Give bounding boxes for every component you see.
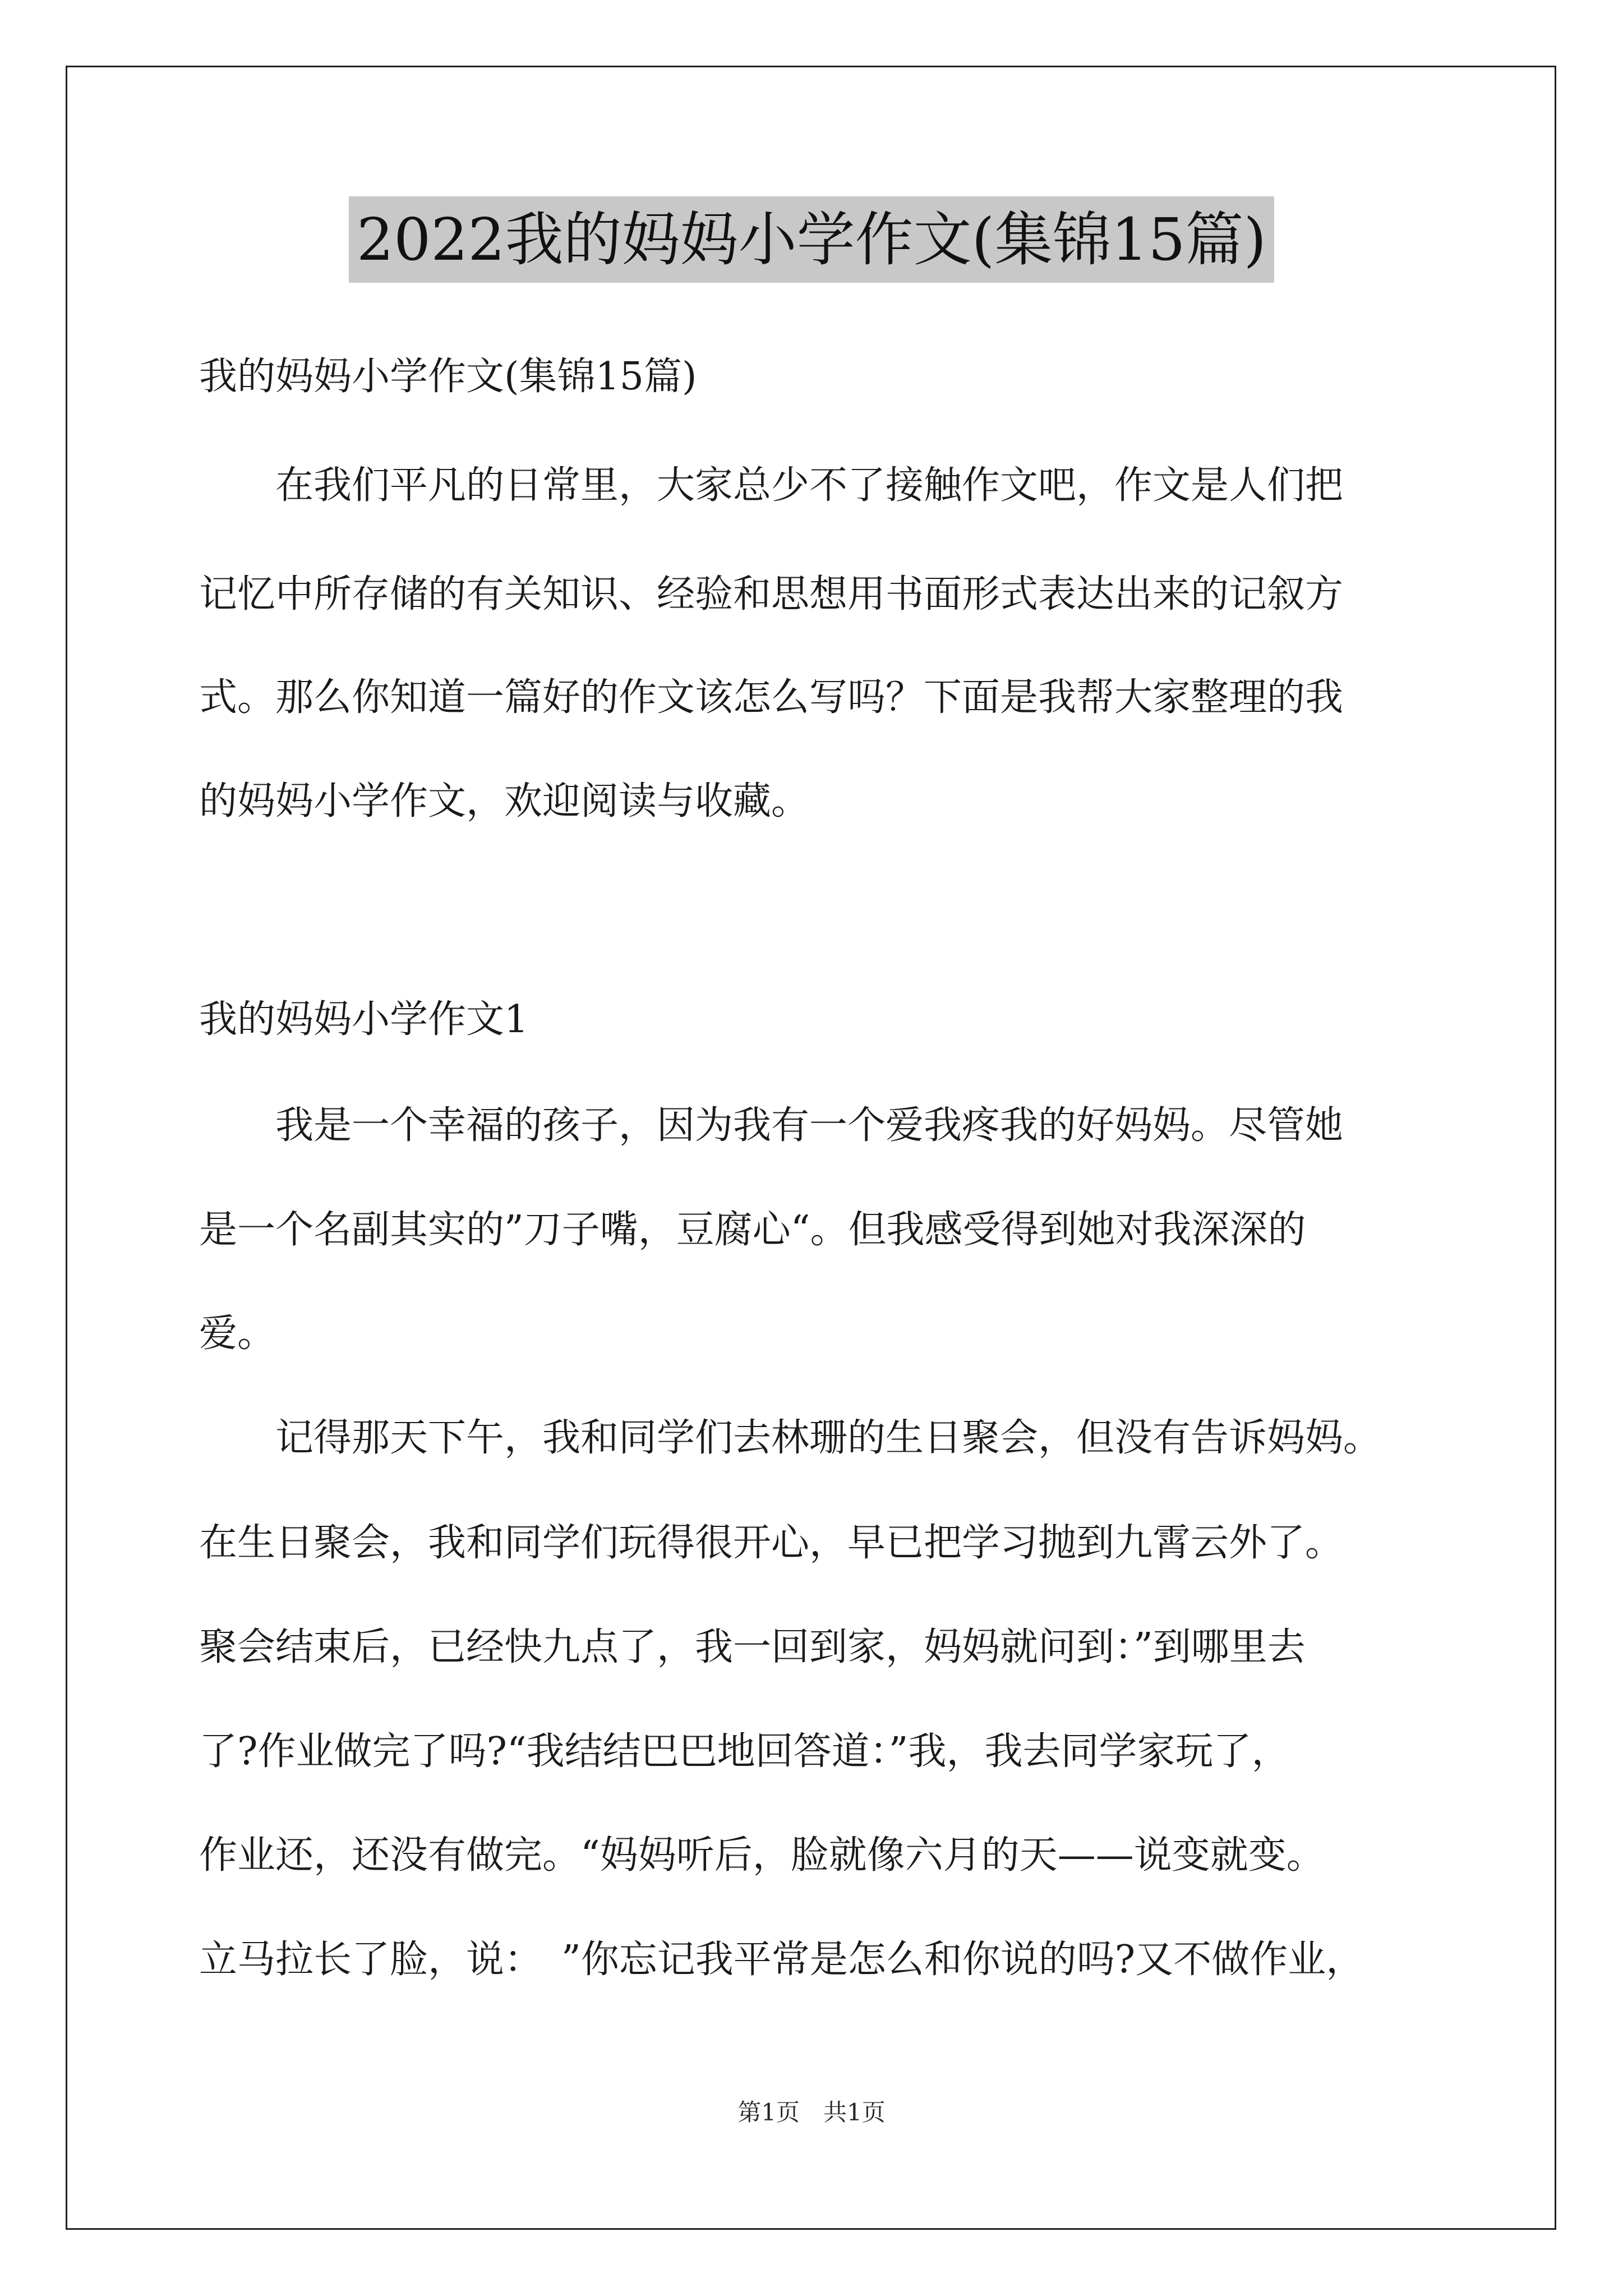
paragraph-line: 作业还，还没有做完。“妈妈听后，脸就像六月的天——说变就变。: [199, 1833, 1325, 1878]
paragraph-line: 是一个名副其实的”刀子嘴，豆腐心“。但我感受得到她对我深深的: [199, 1208, 1306, 1252]
page-footer: 第1页 共1页: [737, 2099, 886, 2126]
paragraph-line: 爱。: [199, 1312, 276, 1356]
subtitle-line: 我的妈妈小学作文(集锦15篇): [199, 355, 697, 399]
paragraph-line: 记得那天下午，我和同学们去林珊的生日聚会，但没有告诉妈妈。: [199, 1416, 1382, 1460]
paragraph-line: 在生日聚会，我和同学们玩得很开心，早已把学习抛到九霄云外了。: [199, 1521, 1344, 1565]
paragraph-line: 了?作业做完了吗?“我结结巴巴地回答道：”我，我去同学家玩了，: [199, 1729, 1290, 1774]
section-heading: 我的妈妈小学作文1: [199, 997, 529, 1042]
paragraph-line: 在我们平凡的日常里，大家总少不了接触作文吧，作文是人们把: [199, 463, 1344, 508]
paragraph-line: 聚会结束后，已经快九点了，我一回到家，妈妈就问到：”到哪里去: [199, 1625, 1306, 1669]
paragraph-line: 立马拉长了脸，说： ”你忘记我平常是怎么和你说的吗?又不做作业，: [199, 1938, 1364, 1982]
document-title: 2022我的妈妈小学作文(集锦15篇): [349, 196, 1274, 283]
paragraph-line: 式。那么你知道一篇好的作文该怎么写吗？下面是我帮大家整理的我: [199, 675, 1344, 720]
paragraph-line: 记忆中所存储的有关知识、经验和思想用书面形式表达出来的记叙方: [199, 572, 1344, 616]
paragraph-line: 我是一个幸福的孩子，因为我有一个爱我疼我的好妈妈。尽管她: [199, 1103, 1344, 1148]
paragraph-line: 的妈妈小学作文，欢迎阅读与收藏。: [199, 779, 810, 823]
title-container: [0, 196, 1623, 283]
